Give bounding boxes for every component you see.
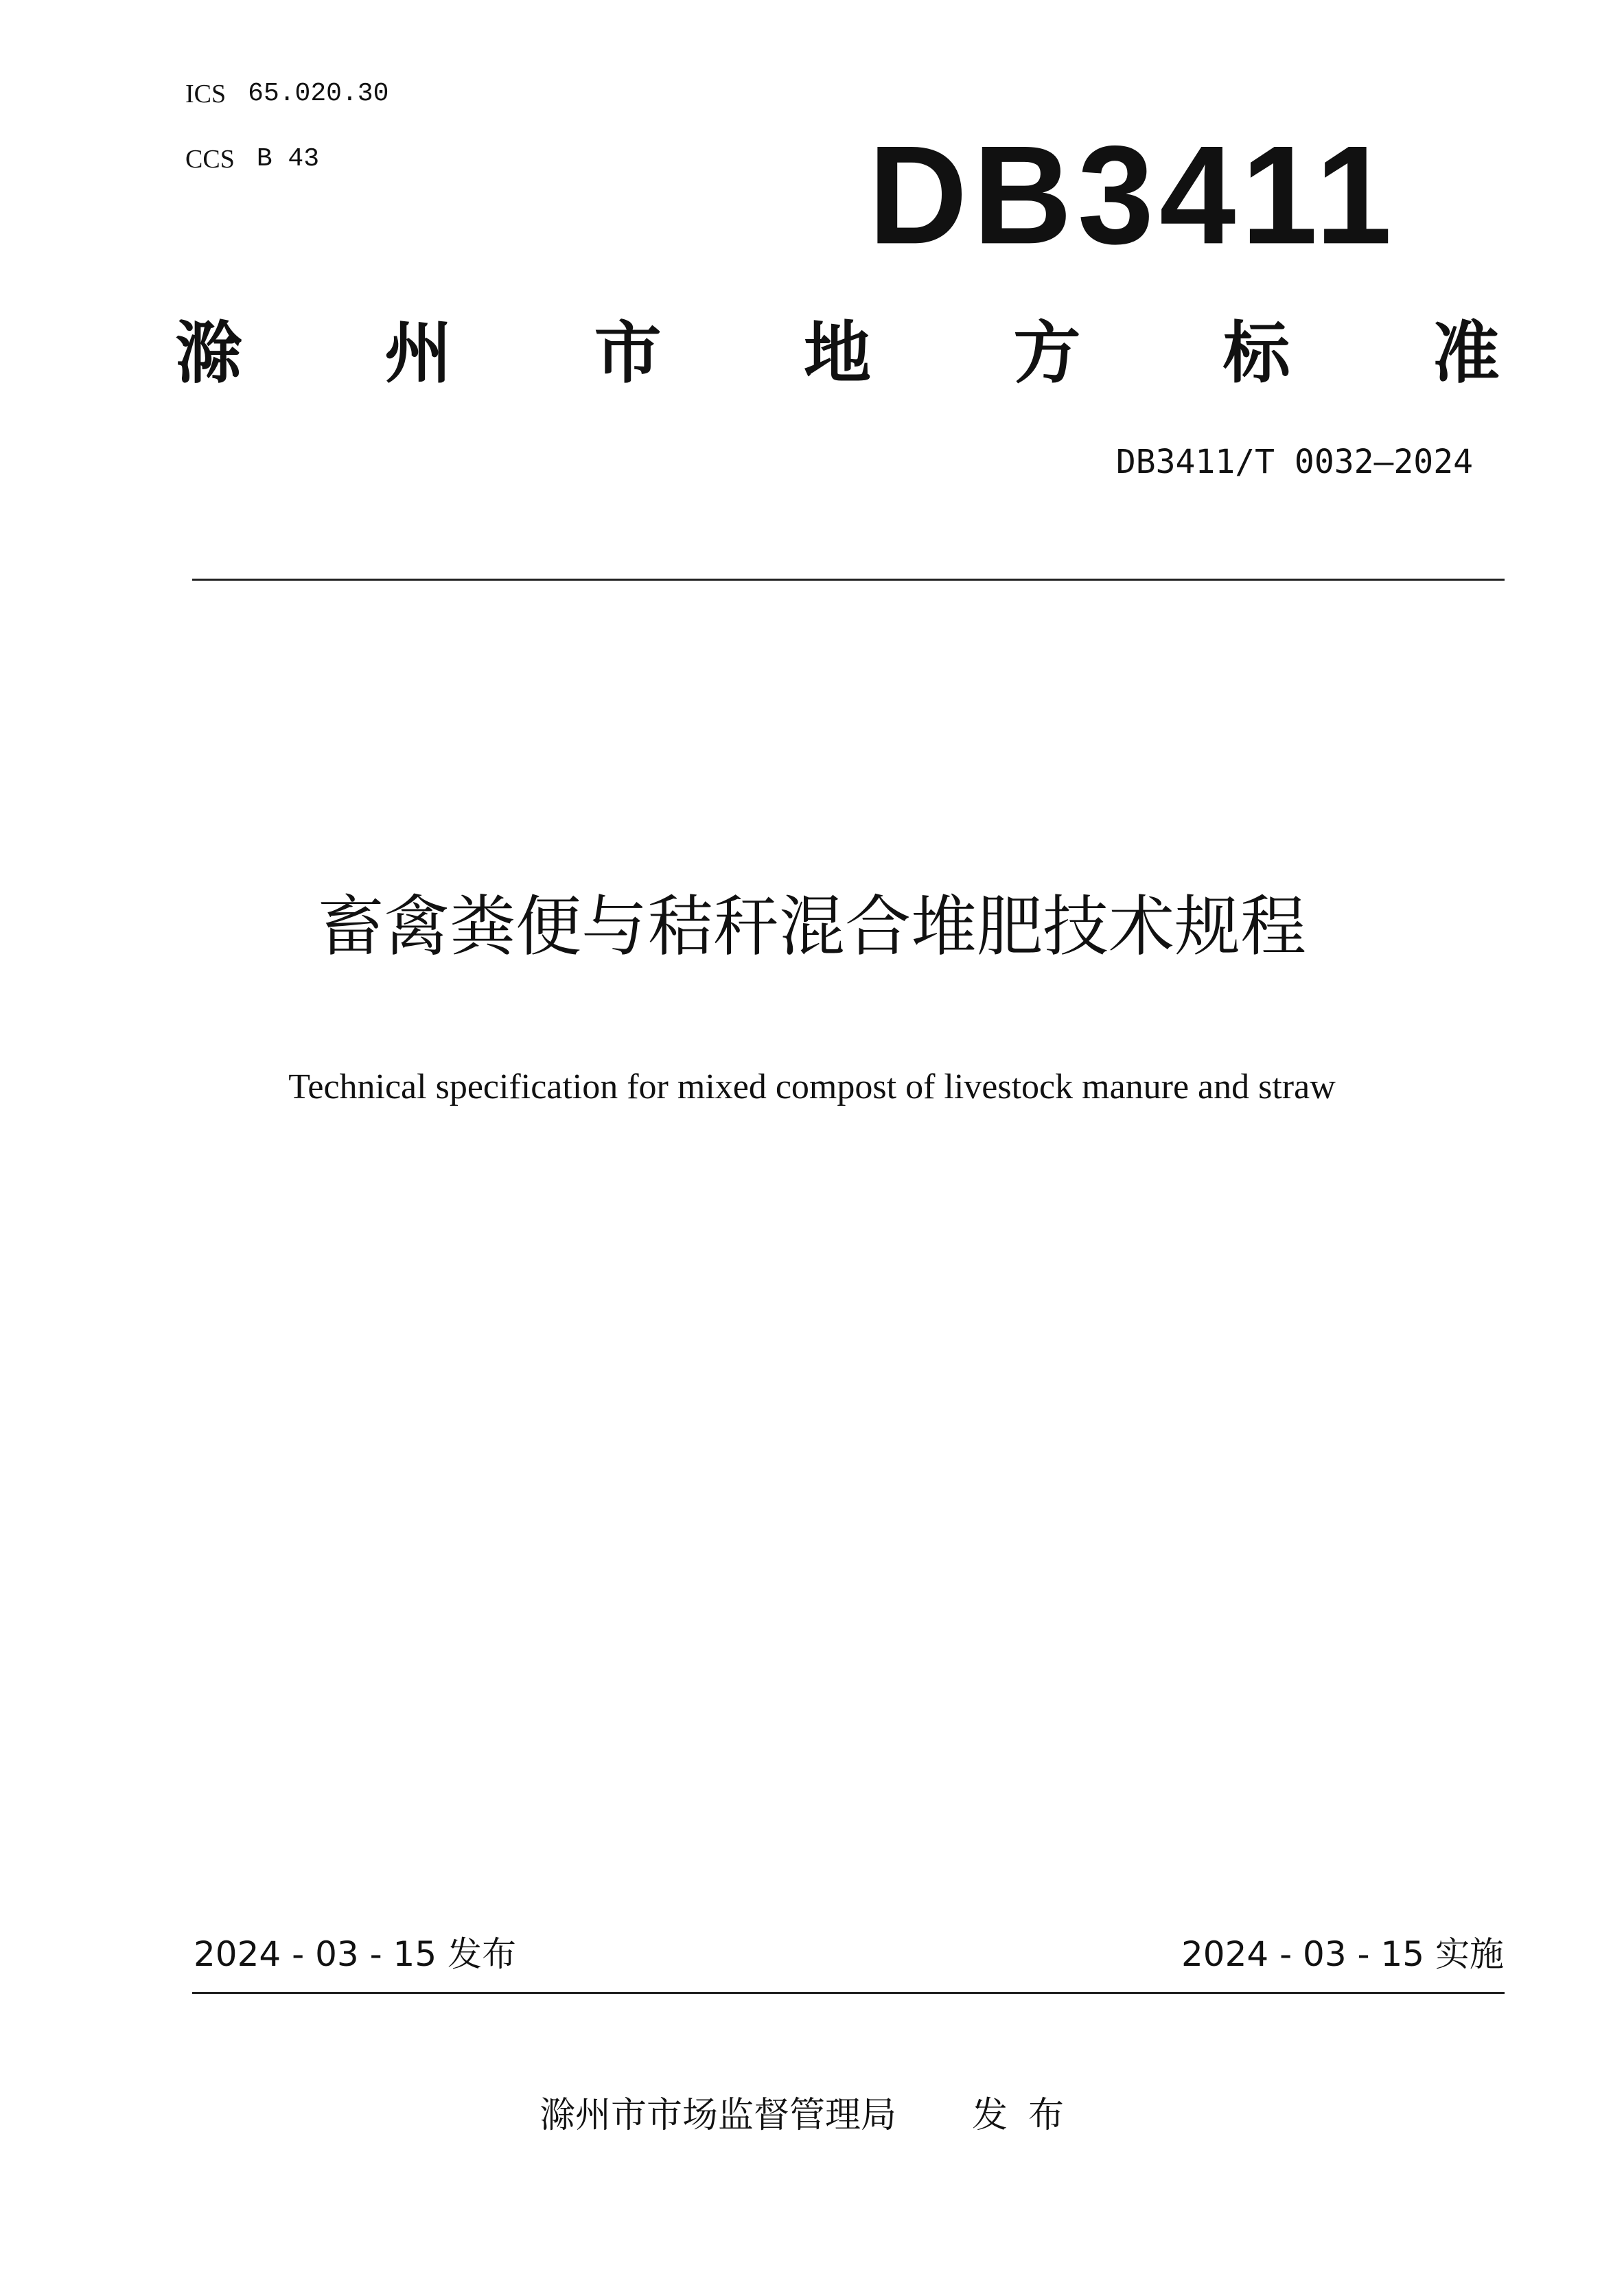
standard-number: DB3411/T 0032—2024	[1115, 443, 1473, 481]
standard-type-char: 标	[1222, 314, 1290, 393]
title-chinese: 畜禽粪便与秸秆混合堆肥技术规程	[318, 888, 1306, 965]
bottom-divider	[192, 1992, 1505, 1994]
top-divider	[192, 579, 1505, 581]
title-english: Technical specification for mixed compost of livestock manure and straw	[288, 1067, 1336, 1106]
implementation-date: 2024 - 03 - 15 实施	[1181, 1934, 1504, 1974]
ccs-value: B 43	[256, 144, 320, 174]
standard-type-char: 州	[384, 314, 452, 393]
db-logo: DB3411	[868, 117, 1397, 274]
publish-date: 2024 - 03 - 15 发布	[194, 1934, 517, 1974]
ccs-code	[185, 144, 319, 174]
ics-label: ICS	[185, 80, 227, 108]
standard-type-char: 地	[803, 314, 871, 393]
ccs-label: CCS	[185, 145, 235, 174]
publisher-name: 滁州市市场监督管理局	[539, 2095, 896, 2136]
standard-type-heading	[175, 312, 1500, 395]
standard-type-char: 滁	[175, 314, 243, 393]
publisher-action: 发布	[972, 2095, 1085, 2136]
publisher-line	[0, 2094, 1624, 2137]
standard-type-char: 准	[1432, 314, 1500, 393]
standard-type-char: 方	[1013, 314, 1081, 393]
ics-value: 65.020.30	[248, 79, 389, 108]
standard-type-char: 市	[594, 314, 662, 393]
ics-code	[185, 79, 388, 109]
